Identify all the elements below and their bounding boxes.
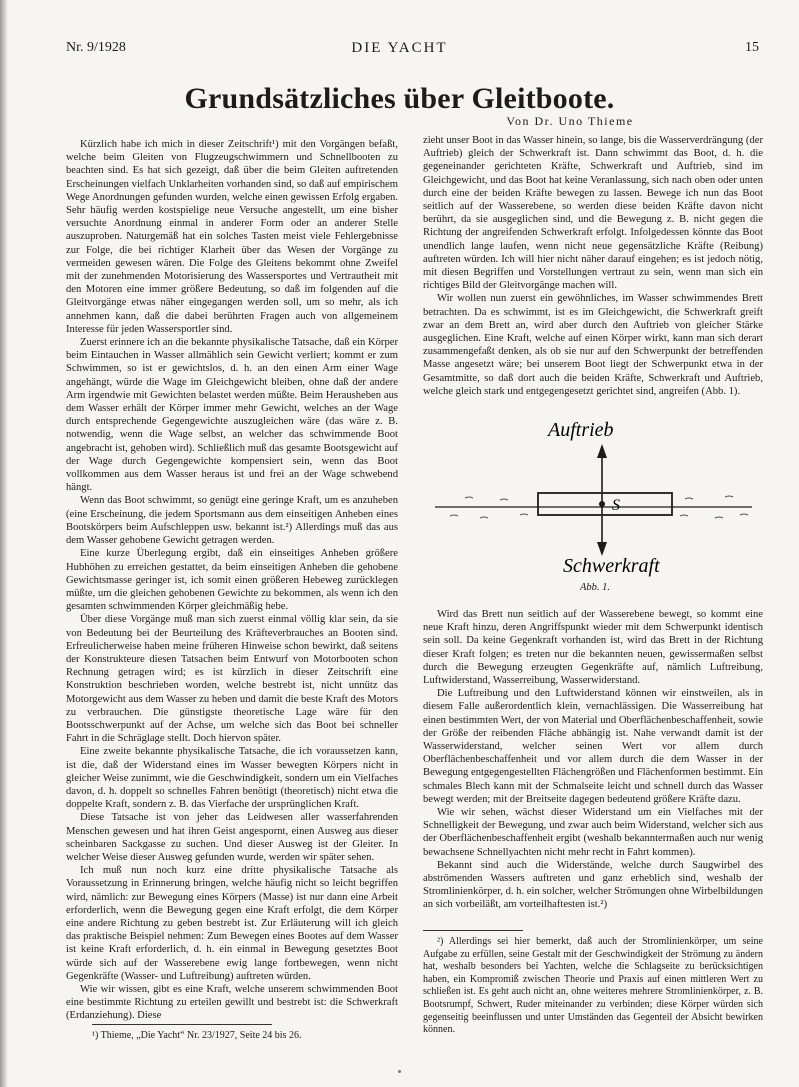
paragraph: Wie wir wissen, gibt es eine Kraft, welche unserem schwimmenden Boot eine bestimmte Richtung zu erteilen gewillt und bestrebt ist: die Schwerkraft (Erdanziehung). Diese <box>66 984 398 1022</box>
paragraph: Die Luftreibung und den Luftwiderstand können wir einstweilen, als in diesem Falle außerordentlich klein, vernachlässigen. Die Wasserreibung hat einen bestimmten Wert, der von Material und Oberflächenbeschaffenheit, sowie der Größe der reibenden Fläche abhängig ist. Nahe verwandt damit ist der Wasserwiderstand, welcher seinen Wert vor allem durch Oberflächenbeschaffenheit und vor allem durch die dem Wasser in der Bewegung entgegengestellten Flächengrößen und Flächenformen bestimmt. Ein schmales Blech kann mit der Schmalseite leicht und schnell durch das Wasser bewegt werden; mit der Breitseite dagegen bedeutend größere Kräfte dazu. <box>423 688 763 805</box>
figure-caption: Abb. 1. <box>579 582 611 593</box>
paragraph: Ich muß nun noch kurz eine dritte physikalische Tatsache als Voraussetzung in Erinnerung bringen, welche häufig nicht so leicht begriffen wird, nämlich: zur Bewegung eines Körpers (Masse) ist nur dann eine Arbeit erforderlich, wenn die Bewegung gegen eine Kraft erfolgt, die dem Körper eine andere Richtung zu geben bestrebt ist. Zur Erläuterung will ich gleich das praktische Beispiel nehmen: Zum Bewegen eines Bootes auf dem Wasser ist keine Kraft erforderlich, d. h. ein einmal in Bewegung gesetztes Boot würde sich auf der Wasserebene ewig lange fortbewegen, wenn nicht Gegenkräfte (Wasser- und Luftreibung) auftreten würden. <box>66 865 398 982</box>
footnote-left: ¹) Thieme, „Die Yacht“ Nr. 23/1927, Seite 24 bis 26. <box>92 1030 302 1041</box>
figure-abb-1 <box>430 406 760 596</box>
page-mark <box>398 1070 401 1073</box>
paragraph: Wir wollen nun zuerst ein gewöhnliches, im Wasser schwimmendes Brett betrachten. Da es schwimmt, ist es im Gleichgewicht, die Schwerkraft greift zwar an dem Brett an, wird aber durch den Auftrieb von gleicher Stärke ausgeglichen. Eine Kraft, welche auf einen Körper wirkt, kann man sich derart zusammengefaßt denken, als ob sie nur auf den Schwerpunkt der betreffenden Masse angesetzt wäre; bei unserem Boot liegt der Schwerpunkt etwa in der Gesamtmitte, so daß dort auch die beiden Kräfte, Schwerkraft und Auftrieb, welche gleich stark und entgegengesetzt gerichtet sind, angreifen (Abb. 1). <box>423 293 763 397</box>
paragraph: Über diese Vorgänge muß man sich zuerst einmal völlig klar sein, da sie von Bedeutung bei der Beurteilung des Kräfteverbrauches an Booten sind. Erfreulicherweise haben meine früheren Hinweise schon bewirkt, daß seitens der Konstrukteure diesen Tatsachen beim Entwurf von Motorbooten schon Rechnung getragen wird; es ist kürzlich in dieser Zeitschrift eine Konstruktion beschrieben worden, welche bestrebt ist, nicht unnütz das Motorgewicht aus dem Wasser zu heben und damit die beste Kraft des Motors zu verbrauchen. Die günstigste theoretische Lage wäre für den Bootsschwerpunkt auf der Achse, um welche sich das Boot bei schneller Fahrt in die Schräglage stellt. Doch hiervon später. <box>66 614 398 745</box>
figure-diagram <box>430 406 760 581</box>
right-column-top <box>423 134 763 398</box>
paragraph: Bekannt sind auch die Widerstände, welche durch Saugwirbel des abströmenden Wassers auftreten und ganz erheblich sind, weshalb der Stromlinienkörper, d. h. ein solcher, welcher Strömungen ohne Wirbelbildungen an sich vorbeiläßt, am vorteilhaftesten ist.²) <box>423 859 763 911</box>
figure-label-auftrieb: Auftrieb <box>548 419 614 441</box>
paragraph: Eine kurze Überlegung ergibt, daß ein einseitiges Anheben größere Hubhöhen zu erreichen gestattet, da beim einseitigen Anheben die gehobene Gewichtsmasse geringer ist, ich somit einen größeren Hebeweg zurücklegen müßte, um die gleichen gehobenen Gewichte zu bekommen, als wenn ich den gesamten schwimmenden Körper gleichmäßig hebe. <box>66 548 398 613</box>
left-column <box>66 138 398 1023</box>
arrow-up-icon <box>597 444 607 458</box>
footnote-text: ²) Allerdings sei hier bemerkt, daß auch der Stromlinienkörper, um seine Aufgabe zu erfüllen, seine Gestalt mit der Geschwindigkeit der Strömung zu ändern hat, weshalb besonders bei Yachten, welche die Schlagseite zu berücksichtigen haben, ein Kompromiß zwischen Theorie und Praxis auf einen mittleren Wert zu schließen ist. Es geht auch nicht an, ohne weiteres mehrere Stromlinienkörper, z. B. Bootsrumpf, Schwert, Ruder miteinander zu verbinden; diese Körper würden sich gegenseitig beeinflussen und unter Umständen das Gegenteil der Absicht bewirken können. <box>423 936 763 1036</box>
footnote-right <box>423 936 763 1037</box>
paragraph: Wie wir sehen, wächst dieser Widerstand um ein Vielfaches mit der Schnelligkeit der Bewegung, und zwar auch beim Widerstand, welcher sich aus der Oberflächenbeschaffenheit ergibt (weshalb bekanntermaßen auch nur wenig bewachsene Schnellyachten nicht mehr recht in Fahrt kommen). <box>423 807 763 858</box>
paragraph: Kürzlich habe ich mich in dieser Zeitschrift¹) mit den Vorgängen befaßt, welche beim Gleiten von Flugzeugschwimmern und Schnellbooten zu beachten sind. Es hat sich gezeigt, daß über die beim Gleiten auftretenden Erscheinungen vielfach Unklarheiten vorhanden sind, so daß auf empirischem Wege Anordnungen gefunden wurden, welche einen gewissen Erfolg ergaben. Sehr häufig werden kostspielige neue Versuche angestellt, um eine bisher versuchte Anordnung einmal in anderer Form oder an anderer Stelle auszuproben. Naturgemäß hat ein solches Tasten meist viele Fehlergebnisse zur Folge, die bei richtiger Klarheit über das Wesen der Vorgänge zu vermeiden gewesen wären. Die Folge des Gleitens bekommt ohne Zweifel mit der zunehmenden Motorisierung des Wassersportes und Vertrautheit mit den Motoren eine immer größere Bedeutung, so daß im folgenden auf die Gleitvorgänge etwas näher eingegangen werden soll, um so mehr, als ich annehmen kann, daß die dabei berührten Fragen auch von allgemeinem Interesse für jeden Wassersportler sind. <box>66 139 398 335</box>
article-title: Grundsätzliches über Gleitboote. <box>184 82 615 115</box>
figure-label-s: S <box>612 497 620 514</box>
footnote-rule <box>92 1024 272 1025</box>
figure-label-schwerkraft: Schwerkraft <box>563 555 660 577</box>
arrow-down-icon <box>597 542 607 556</box>
magazine-name: DIE YACHT <box>351 40 448 56</box>
page-number: 15 <box>745 40 759 55</box>
issue-number: Nr. 9/1928 <box>66 40 126 55</box>
paragraph: Eine zweite bekannte physikalische Tatsache, die ich voraussetzen kann, ist die, daß der Widerstand eines im Wasser bewegten Körpers nicht in gleicher Weise zunimmt, wie die Geschwindigkeit, sondern um ein Vielfaches davon, d. h. doppelt so schnelles Fahren benötigt (theoretisch) nicht etwa die doppelte Kraft, sondern z. B. das Vierfache der ursprünglichen Kraft. <box>66 746 398 811</box>
footnote-rule <box>423 930 523 931</box>
scan-edge-shadow <box>0 0 8 1087</box>
paragraph: Diese Tatsache ist von jeher das Leidwesen aller wasserfahrenden Menschen gewesen und hat ihren Geist angespornt, einen Ausweg aus dieser scheinbaren Sackgasse zu suchen. Und dieser Ausweg ist der Gleiter. In welcher Weise dieser Ausweg gefunden wurde, werden wir später sehen. <box>66 812 398 863</box>
paragraph: Wird das Brett nun seitlich auf der Wasserebene bewegt, so kommt eine neue Kraft hinzu, deren Angriffspunkt wieder mit dem Schwerpunkt identisch sein soll. Da keine Gegenkraft vorhanden ist, wird das Brett in der Richtung dieser Kraft folgen; es treten nur die bekannten neuen, gewissermaßen selbst durch die Bewegung erzeugten Gegenkräfte auf, nämlich Luftreibung, Luftwiderstand, Wasserreibung, Wasserwiderstand. <box>423 609 763 687</box>
paragraph: Zuerst erinnere ich an die bekannte physikalische Tatsache, daß ein Körper beim Eintauchen in Wasser allmählich sein Gewicht verliert; kommt er zum Schwimmen, so ist er gewichtslos, d. h. an den einen Arm einer Wage angehängt, würde die Wage im Gleichgewicht bleiben, ohne daß der andere Arm irgendwie mit Gewichten belastet werden müßte. Beim Herausheben aus dem Wasser erhält der Körper immer mehr Gewicht, welches an der Wage durch entsprechende Gegengewichte auszugleichen wäre (das wäre z. B. notwendig, wenn die Wage selbst, an welcher das schwimmende Boot angebracht ist, gehoben wird). Schließlich muß das gesamte Bootsgewicht auf der Wage durch Gegengewichte kompensiert sein, wenn das Boot vollkommen aus dem Wasser heraus ist und frei an der Wage schwebend hängt. <box>66 337 398 494</box>
paragraph: zieht unser Boot in das Wasser hinein, so lange, bis die Wasserverdrängung (der Auftrieb) gleich der Schwerkraft ist. Dann schwimmt das Boot, d. h. die gegeneinander gerichteten Kräfte, Schwerkraft und Auftrieb, sind im Gleichgewicht, und das Boot hat keine Veranlassung, sich nach oben oder unten durch eine der beiden Kräfte bewegen zu lassen. Bewege ich nun das Boot seitlich auf der Wasserebene, so werden diese beiden Kräfte davon nicht berührt, da sie ausgeglichen sind, und die Bewegung z. B. nicht gegen die Richtung der angreifenden Schwerkraft erfolgt. Infolgedessen könnte das Boot unendlich lange laufen, wenn nicht neue gegensätzliche Kräfte (Reibung) auftreten würden. Ich will hier nicht näher darauf eingehen; es ist jedoch nötig, mit diesen Begriffen und Vorstellungen vertraut zu sein, wenn man sich ein richtiges Bild der Gleitvorgänge machen will. <box>423 135 763 292</box>
paragraph: Wenn das Boot schwimmt, so genügt eine geringe Kraft, um es anzuheben (eine Erscheinung, die jedem Sportsmann aus dem einseitigen Anheben eines Bootskörpers beim Aufschleppen usw. bekannt ist.²) Allerdings muß das aus dem Wasser gehobene Gewicht getragen werden. <box>66 495 398 547</box>
right-column-bottom <box>423 608 763 912</box>
center-of-gravity-point <box>599 501 605 507</box>
article-author: Von Dr. Uno Thieme <box>506 114 634 128</box>
